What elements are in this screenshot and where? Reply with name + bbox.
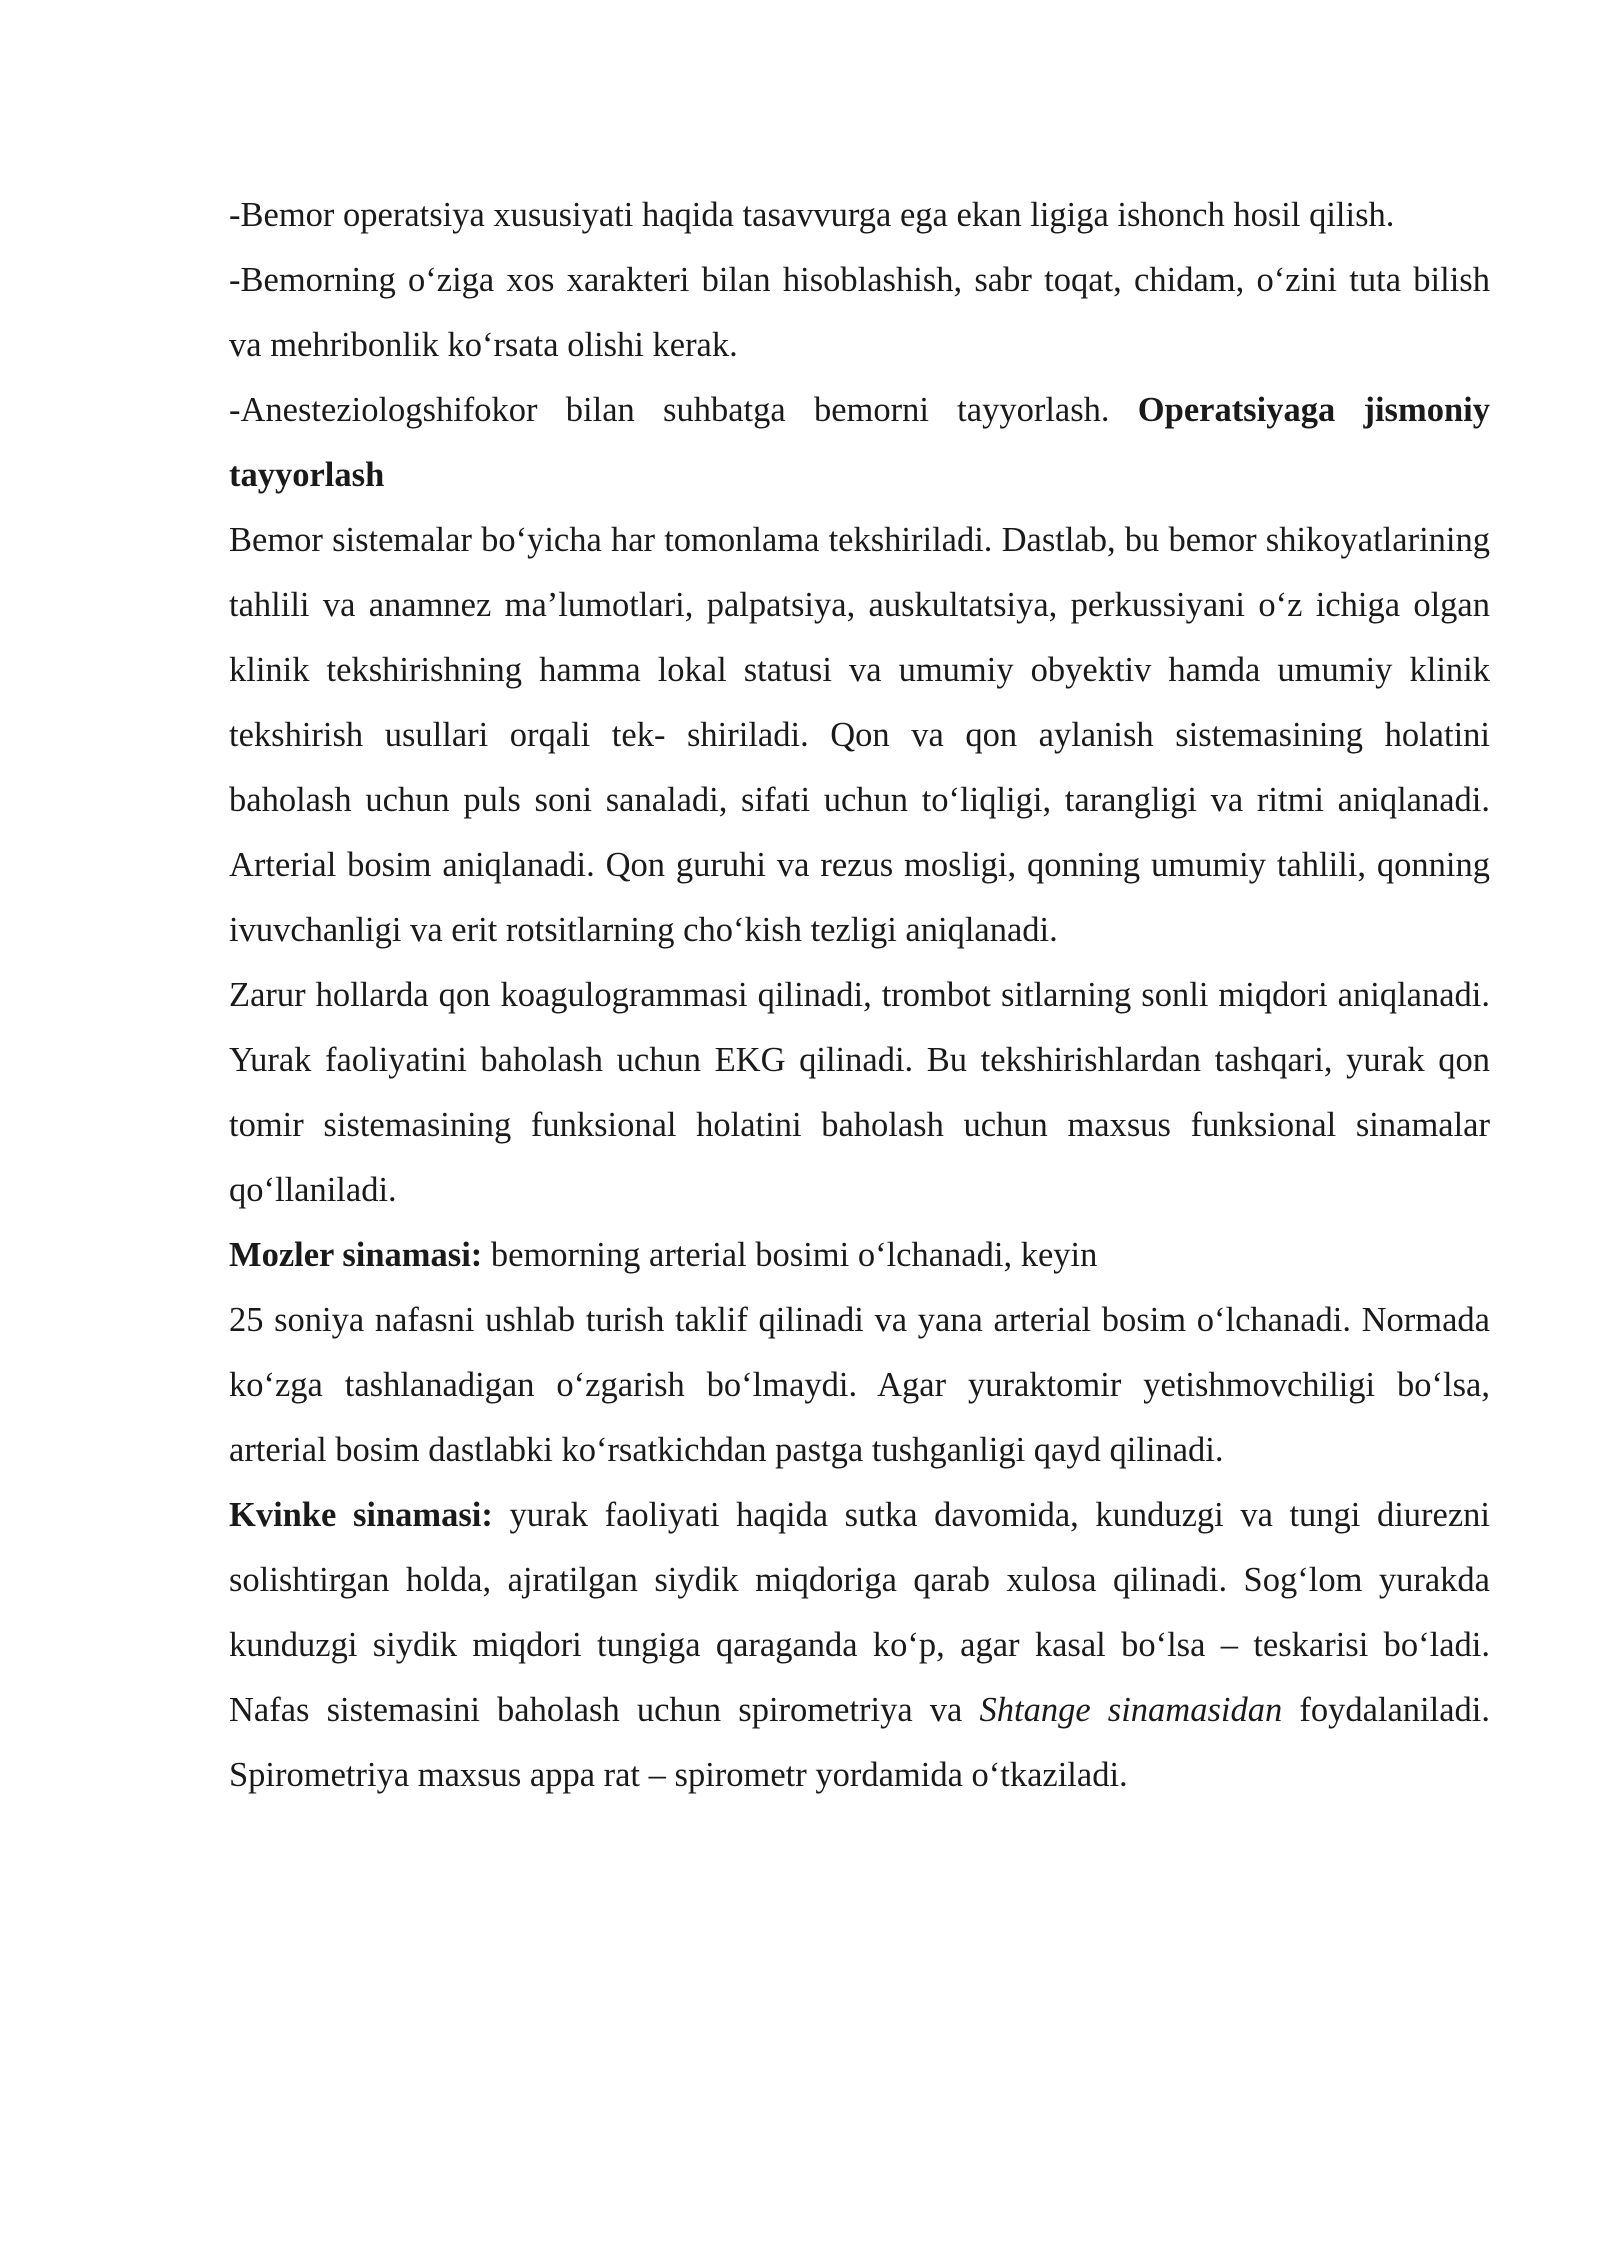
paragraph-kvinke-test: [229, 1483, 1490, 1808]
paragraph-text: foydalaniladi. Spirometriya maxsus appa rat – spirometr yordamida o‘tkaziladi.: [229, 1691, 1490, 1794]
paragraph-text: -Anesteziologshifokor bilan suhbatga bemorni tayyorlash.: [229, 391, 1138, 429]
paragraph-text: Bemor sistemalar bo‘yicha har tomonlama tekshiriladi. Dastlab, bu bemor shikoyatlarining tahlili va anamnez ma’lumotlari, palpatsiya, auskultatsiya, perkussiyani o‘z ichiga olgan klinik tekshirishning hamma lokal statusi va umumiy obyektiv hamda umumiy klinik tekshirish usullari orqali tek- shiriladi. Qon va qon aylanish sistemasining holatini baholash uchun puls soni sanaladi, sifati uchun to‘liqligi, tarangligi va ritmi aniqlanadi. Arterial bosim aniqlanadi. Qon guruhi va rezus mosligi, qonning umumiy tahlili, qonning ivuvchanligi va erit rotsitlarning cho‘kish tezligi aniqlanadi.: [229, 521, 1490, 949]
paragraph-text: -Bemorning o‘ziga xos xarakteri bilan hisoblashish, sabr toqat, chidam, o‘zini tuta bilish va mehribonlik ko‘rsata olishi kerak.: [229, 261, 1490, 364]
paragraph-text: -Bemor operatsiya xususiyati haqida tasavvurga ega ekan ligiga ishonch hosil qilish.: [229, 196, 1395, 234]
paragraph-text: Zarur hollarda qon koagulogrammasi qilinadi, trombot sitlarning sonli miqdori aniqlanadi. Yurak faoliyatini baholash uchun EKG qilinadi. Bu tekshirishlardan tashqari, yurak qon tomir sistemasining funksional holatini baholash uchun maxsus funksional sinamalar qo‘llaniladi.: [229, 976, 1490, 1209]
paragraph-mozler-test: [229, 1223, 1490, 1288]
section-heading-physical-preparation: Operatsiyaga jismoniy tayyorlash: [229, 391, 1490, 494]
document-page: [229, 183, 1490, 1808]
paragraph-examination: [229, 508, 1490, 963]
paragraph-functional-tests: [229, 963, 1490, 1223]
term-kvinke-test: Kvinke sinamasi:: [229, 1496, 493, 1534]
term-mozler-test: Mozler sinamasi:: [229, 1236, 483, 1274]
paragraph-operation-awareness: [229, 183, 1490, 248]
paragraph-breath-hold: [229, 1288, 1490, 1483]
term-shtange-test: Shtange sinamasidan: [979, 1691, 1283, 1729]
paragraph-text: yurak faoliyati haqida sutka davomida, kunduzgi va tungi diurezni solishtirgan holda, ajratilgan siydik miqdoriga qarab xulosa qilinadi. Sog‘lom yurakda kunduzgi siydik miqdori tungiga qaraganda ko‘p, agar kasal bo‘lsa – teskarisi bo‘ladi. Nafas sistemasini baholash uchun spirometriya va: [229, 1496, 1490, 1729]
paragraph-patient-character: [229, 248, 1490, 378]
paragraph-text: bemorning arterial bosimi o‘lchanadi, keyin: [482, 1236, 1098, 1274]
paragraph-text: 25 soniya nafasni ushlab turish taklif qilinadi va yana arterial bosim o‘lchanadi. Normada ko‘zga tashlanadigan o‘zgarish bo‘lmaydi. Agar yuraktomir yetishmovchiligi bo‘lsa, arterial bosim dastlabki ko‘rsatkichdan pastga tushganligi qayd qilinadi.: [229, 1301, 1490, 1469]
paragraph-anesthesiologist: [229, 378, 1490, 508]
